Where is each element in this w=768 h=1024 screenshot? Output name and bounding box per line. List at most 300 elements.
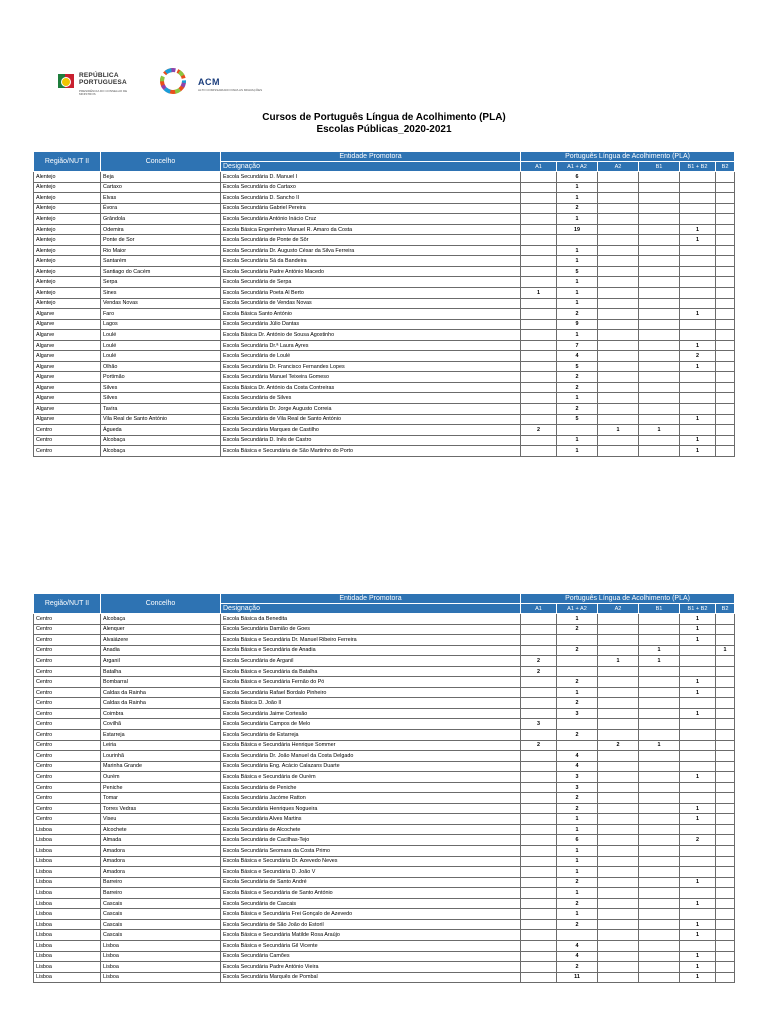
cell-count: 3 bbox=[557, 772, 598, 783]
cell-count bbox=[598, 962, 639, 973]
cell-concelho: Barreiro bbox=[101, 888, 221, 899]
title-line1: Cursos de Português Língua de Acolhimento (PLA) bbox=[262, 112, 506, 123]
cell-regiao: Alentejo bbox=[34, 266, 101, 277]
cell-count: 1 bbox=[557, 214, 598, 225]
table-row bbox=[34, 214, 735, 225]
cell-count bbox=[521, 277, 557, 288]
table-row bbox=[34, 298, 735, 309]
table-row bbox=[34, 846, 735, 857]
cell-count bbox=[639, 298, 680, 309]
cell-count bbox=[716, 740, 735, 751]
table-row bbox=[34, 382, 735, 393]
cell-regiao: Algarve bbox=[34, 372, 101, 383]
cell-count bbox=[598, 972, 639, 983]
cell-count bbox=[598, 645, 639, 656]
cell-count bbox=[598, 393, 639, 404]
table-row bbox=[34, 235, 735, 246]
cell-designacao: Escola Básica e Secundária de Ourém bbox=[221, 772, 521, 783]
cell-count bbox=[598, 793, 639, 804]
cell-count bbox=[716, 182, 735, 193]
cell-regiao: Centro bbox=[34, 666, 101, 677]
cell-count bbox=[598, 319, 639, 330]
cell-regiao: Lisboa bbox=[34, 846, 101, 857]
cell-concelho: Coimbra bbox=[101, 708, 221, 719]
cell-count: 4 bbox=[557, 761, 598, 772]
cell-count bbox=[680, 277, 716, 288]
cell-regiao: Lisboa bbox=[34, 962, 101, 973]
cell-designacao: Escola Secundária D. Sancho II bbox=[221, 193, 521, 204]
cell-count bbox=[521, 298, 557, 309]
cell-count bbox=[521, 330, 557, 341]
cell-count bbox=[716, 930, 735, 941]
cell-count: 1 bbox=[680, 614, 716, 625]
table-row bbox=[34, 708, 735, 719]
header-designacao: Designação bbox=[221, 604, 521, 614]
cell-concelho: Santiago do Cacém bbox=[101, 266, 221, 277]
cell-designacao: Escola Básica e Secundária de São Martinho do Porto bbox=[221, 446, 521, 457]
cell-count bbox=[598, 677, 639, 688]
table-row bbox=[34, 972, 735, 983]
cell-count bbox=[521, 782, 557, 793]
cell-count: 1 bbox=[680, 635, 716, 646]
cell-designacao: Escola Básica e Secundária Frei Gonçalo de Azevedo bbox=[221, 909, 521, 920]
cell-count bbox=[639, 624, 680, 635]
cell-count bbox=[716, 414, 735, 425]
cell-count bbox=[598, 182, 639, 193]
cell-count bbox=[716, 446, 735, 457]
cell-count bbox=[680, 298, 716, 309]
cell-count bbox=[680, 740, 716, 751]
cell-count bbox=[716, 361, 735, 372]
cell-count: 3 bbox=[557, 708, 598, 719]
cell-count: 1 bbox=[557, 182, 598, 193]
cell-concelho: Odemira bbox=[101, 224, 221, 235]
cell-designacao: Escola Básica e Secundária Dr. Azevedo Neves bbox=[221, 856, 521, 867]
cell-concelho: Vendas Novas bbox=[101, 298, 221, 309]
cell-concelho: Lisboa bbox=[101, 962, 221, 973]
cell-designacao: Escola Secundária de Vendas Novas bbox=[221, 298, 521, 309]
cell-concelho: Cascais bbox=[101, 909, 221, 920]
cell-concelho: Águeda bbox=[101, 425, 221, 436]
logo-rp-sub: PRESIDÊNCIA DO CONSELHO DE MINISTROS bbox=[79, 89, 128, 97]
header-level: B1 bbox=[639, 162, 680, 172]
cell-regiao: Alentejo bbox=[34, 203, 101, 214]
cell-count bbox=[598, 266, 639, 277]
cell-count bbox=[680, 666, 716, 677]
cell-regiao: Algarve bbox=[34, 361, 101, 372]
table-row bbox=[34, 940, 735, 951]
cell-count: 2 bbox=[557, 698, 598, 709]
cell-designacao: Escola Secundária de Loulé bbox=[221, 351, 521, 362]
cell-count bbox=[639, 446, 680, 457]
cell-count: 2 bbox=[557, 877, 598, 888]
cell-count: 4 bbox=[557, 751, 598, 762]
cell-concelho: Anadia bbox=[101, 645, 221, 656]
cell-count bbox=[639, 919, 680, 930]
cell-regiao: Centro bbox=[34, 751, 101, 762]
cell-count bbox=[716, 846, 735, 857]
cell-count bbox=[598, 782, 639, 793]
cell-count bbox=[639, 193, 680, 204]
cell-count bbox=[680, 867, 716, 878]
cell-count bbox=[716, 624, 735, 635]
table-row bbox=[34, 761, 735, 772]
cell-regiao: Algarve bbox=[34, 382, 101, 393]
cell-regiao: Centro bbox=[34, 425, 101, 436]
cell-count bbox=[598, 867, 639, 878]
cell-regiao: Lisboa bbox=[34, 951, 101, 962]
cell-count bbox=[521, 266, 557, 277]
cell-designacao: Escola Básica e Secundária de Anadia bbox=[221, 645, 521, 656]
cell-count bbox=[716, 898, 735, 909]
cell-count bbox=[521, 203, 557, 214]
cell-regiao: Centro bbox=[34, 446, 101, 457]
cell-count bbox=[598, 340, 639, 351]
cell-count bbox=[598, 719, 639, 730]
cell-regiao: Centro bbox=[34, 782, 101, 793]
cell-regiao: Centro bbox=[34, 677, 101, 688]
cell-count bbox=[639, 414, 680, 425]
cell-designacao: Escola Secundária Dr. Jorge Augusto Correia bbox=[221, 404, 521, 415]
cell-regiao: Centro bbox=[34, 698, 101, 709]
cell-count bbox=[716, 708, 735, 719]
cell-count: 1 bbox=[521, 288, 557, 299]
cell-count bbox=[521, 751, 557, 762]
header-entidade: Entidade Promotora bbox=[221, 594, 521, 604]
table-row bbox=[34, 666, 735, 677]
cell-count bbox=[639, 898, 680, 909]
cell-designacao: Escola Secundária de Cascais bbox=[221, 898, 521, 909]
cell-count bbox=[598, 382, 639, 393]
cell-count bbox=[521, 730, 557, 741]
cell-concelho: Alcobaça bbox=[101, 614, 221, 625]
cell-regiao: Lisboa bbox=[34, 909, 101, 920]
cell-concelho: Alcobaça bbox=[101, 435, 221, 446]
cell-count: 2 bbox=[557, 372, 598, 383]
cell-concelho: Faro bbox=[101, 309, 221, 320]
table-row bbox=[34, 256, 735, 267]
cell-concelho: Viseu bbox=[101, 814, 221, 825]
cell-concelho: Almada bbox=[101, 835, 221, 846]
cell-count bbox=[639, 835, 680, 846]
cell-count: 2 bbox=[557, 962, 598, 973]
cell-count bbox=[521, 414, 557, 425]
cell-count bbox=[716, 309, 735, 320]
cell-count bbox=[716, 888, 735, 899]
cell-concelho: Portimão bbox=[101, 372, 221, 383]
table-row bbox=[34, 404, 735, 415]
cell-count bbox=[639, 340, 680, 351]
header-concelho: Concelho bbox=[101, 152, 221, 172]
cell-concelho: Torres Vedras bbox=[101, 803, 221, 814]
cell-count bbox=[716, 214, 735, 225]
cell-designacao: Escola Secundária D. Inês de Castro bbox=[221, 435, 521, 446]
cell-count bbox=[521, 224, 557, 235]
cell-count: 5 bbox=[557, 361, 598, 372]
cell-count bbox=[521, 940, 557, 951]
header-level: B2 bbox=[716, 162, 735, 172]
cell-count: 19 bbox=[557, 224, 598, 235]
cell-concelho: Ponte de Sor bbox=[101, 235, 221, 246]
cell-count bbox=[639, 856, 680, 867]
cell-count bbox=[680, 824, 716, 835]
cell-regiao: Lisboa bbox=[34, 824, 101, 835]
cell-count: 1 bbox=[680, 224, 716, 235]
cell-count: 1 bbox=[557, 393, 598, 404]
cell-regiao: Centro bbox=[34, 645, 101, 656]
cell-count bbox=[680, 404, 716, 415]
cell-count bbox=[716, 951, 735, 962]
cell-count bbox=[521, 972, 557, 983]
cell-count bbox=[521, 435, 557, 446]
cell-concelho: Lisboa bbox=[101, 972, 221, 983]
cell-count bbox=[639, 719, 680, 730]
cell-count: 6 bbox=[557, 835, 598, 846]
cell-designacao: Escola Secundária do Cartaxo bbox=[221, 182, 521, 193]
cell-count bbox=[716, 393, 735, 404]
cell-count: 1 bbox=[680, 309, 716, 320]
header-level: A1 + A2 bbox=[557, 162, 598, 172]
cell-count bbox=[639, 214, 680, 225]
cell-designacao: Escola Secundária Jaime Cortesão bbox=[221, 708, 521, 719]
cell-regiao: Centro bbox=[34, 730, 101, 741]
cell-count bbox=[598, 624, 639, 635]
cell-regiao: Algarve bbox=[34, 330, 101, 341]
cell-concelho: Silves bbox=[101, 393, 221, 404]
cell-count bbox=[521, 761, 557, 772]
cell-count bbox=[598, 351, 639, 362]
cell-designacao: Escola Secundária de Santo André bbox=[221, 877, 521, 888]
cell-count bbox=[598, 214, 639, 225]
header-level: A2 bbox=[598, 162, 639, 172]
cell-designacao: Escola Básica Dr. António de Sousa Agostinho bbox=[221, 330, 521, 341]
cell-count bbox=[639, 309, 680, 320]
cell-concelho: Caldas da Rainha bbox=[101, 687, 221, 698]
cell-count bbox=[521, 793, 557, 804]
table-row bbox=[34, 919, 735, 930]
cell-designacao: Escola Secundária de Estarreja bbox=[221, 730, 521, 741]
cell-regiao: Centro bbox=[34, 793, 101, 804]
cell-count: 2 bbox=[557, 404, 598, 415]
cell-regiao: Alentejo bbox=[34, 298, 101, 309]
table-row bbox=[34, 824, 735, 835]
cell-count bbox=[598, 372, 639, 383]
cell-count bbox=[521, 446, 557, 457]
cell-count bbox=[716, 698, 735, 709]
cell-designacao: Escola Básica e Secundária Matilde Rosa Araújo bbox=[221, 930, 521, 941]
title-line2: Escolas Públicas_2020-2021 bbox=[316, 124, 452, 135]
header-level: B1 bbox=[639, 604, 680, 614]
cell-count bbox=[639, 224, 680, 235]
cell-count: 1 bbox=[557, 909, 598, 920]
cell-concelho: Cascais bbox=[101, 930, 221, 941]
cell-count bbox=[680, 888, 716, 899]
cell-designacao: Escola Secundária de São João do Estoril bbox=[221, 919, 521, 930]
cell-count bbox=[598, 898, 639, 909]
table-row bbox=[34, 446, 735, 457]
cell-count bbox=[598, 940, 639, 951]
header-level: A2 bbox=[598, 604, 639, 614]
cell-count bbox=[598, 772, 639, 783]
cell-count: 1 bbox=[680, 361, 716, 372]
cell-count bbox=[598, 803, 639, 814]
cell-count bbox=[716, 351, 735, 362]
cell-designacao: Escola Secundária D. Manuel I bbox=[221, 172, 521, 183]
cell-concelho: Beja bbox=[101, 172, 221, 183]
cell-concelho: Tavira bbox=[101, 404, 221, 415]
cell-designacao: Escola Básica Santo António bbox=[221, 309, 521, 320]
cell-count bbox=[680, 319, 716, 330]
cell-count bbox=[639, 698, 680, 709]
table-row bbox=[34, 277, 735, 288]
cell-count: 1 bbox=[557, 256, 598, 267]
header-pla: Português Língua de Acolhimento (PLA) bbox=[521, 594, 735, 604]
header-regiao: Região/NUT II bbox=[34, 594, 101, 614]
cell-count bbox=[521, 677, 557, 688]
cell-count bbox=[639, 761, 680, 772]
cell-count bbox=[680, 203, 716, 214]
cell-count bbox=[639, 351, 680, 362]
cell-concelho: Bombarral bbox=[101, 677, 221, 688]
cell-count: 1 bbox=[680, 962, 716, 973]
cell-concelho: Amadora bbox=[101, 846, 221, 857]
cell-concelho: Elvas bbox=[101, 193, 221, 204]
cell-count bbox=[521, 824, 557, 835]
logo-rp-line2: PORTUGUESA bbox=[79, 79, 127, 86]
table-row bbox=[34, 867, 735, 878]
cell-count bbox=[716, 962, 735, 973]
cell-count: 1 bbox=[680, 772, 716, 783]
cell-count bbox=[639, 404, 680, 415]
cell-designacao: Escola Secundária Seomara da Costa Primo bbox=[221, 846, 521, 857]
cell-regiao: Centro bbox=[34, 635, 101, 646]
cell-concelho: Lourinhã bbox=[101, 751, 221, 762]
cell-designacao: Escola Básica e Secundária Henrique Sommer bbox=[221, 740, 521, 751]
cell-count: 1 bbox=[557, 277, 598, 288]
cell-count: 1 bbox=[639, 740, 680, 751]
cell-count: 1 bbox=[639, 425, 680, 436]
cell-count bbox=[680, 193, 716, 204]
cell-count: 2 bbox=[557, 919, 598, 930]
cell-concelho: Ourém bbox=[101, 772, 221, 783]
cell-designacao: Escola Secundária Henriques Nogueira bbox=[221, 803, 521, 814]
cell-concelho: Lisboa bbox=[101, 951, 221, 962]
table-row bbox=[34, 772, 735, 783]
cell-regiao: Centro bbox=[34, 761, 101, 772]
cell-count bbox=[521, 814, 557, 825]
schools-table-2 bbox=[33, 593, 735, 983]
cell-count bbox=[716, 404, 735, 415]
cell-count bbox=[639, 972, 680, 983]
table-row bbox=[34, 288, 735, 299]
cell-concelho: Loulé bbox=[101, 351, 221, 362]
header-concelho: Concelho bbox=[101, 594, 221, 614]
cell-count: 2 bbox=[521, 740, 557, 751]
cell-count: 1 bbox=[557, 298, 598, 309]
cell-count bbox=[521, 909, 557, 920]
cell-regiao: Lisboa bbox=[34, 972, 101, 983]
logos bbox=[58, 62, 358, 106]
cell-count bbox=[598, 888, 639, 899]
cell-count: 4 bbox=[557, 951, 598, 962]
cell-regiao: Alentejo bbox=[34, 193, 101, 204]
cell-count bbox=[680, 172, 716, 183]
cell-count: 5 bbox=[557, 414, 598, 425]
cell-count bbox=[639, 730, 680, 741]
cell-designacao: Escola Básica Engenheiro Manuel R. Amaro da Costa bbox=[221, 224, 521, 235]
cell-count bbox=[639, 666, 680, 677]
cell-count bbox=[716, 856, 735, 867]
cell-count: 1 bbox=[680, 814, 716, 825]
cell-count bbox=[680, 698, 716, 709]
cell-regiao: Centro bbox=[34, 435, 101, 446]
cell-concelho: Caldas da Rainha bbox=[101, 698, 221, 709]
cell-designacao: Escola Secundária Manuel Teixeira Gomeso bbox=[221, 372, 521, 383]
cell-regiao: Alentejo bbox=[34, 172, 101, 183]
cell-count bbox=[680, 382, 716, 393]
cell-concelho: Alcobaça bbox=[101, 446, 221, 457]
cell-designacao: Escola Básica e Secundária D. João V bbox=[221, 867, 521, 878]
cell-regiao: Alentejo bbox=[34, 277, 101, 288]
cell-count bbox=[680, 761, 716, 772]
cell-count bbox=[639, 793, 680, 804]
table-row bbox=[34, 614, 735, 625]
cell-designacao: Escola Secundária Gabriel Pereira bbox=[221, 203, 521, 214]
cell-concelho: Alcochete bbox=[101, 824, 221, 835]
cell-count bbox=[521, 962, 557, 973]
cell-count bbox=[716, 235, 735, 246]
cell-designacao: Escola Básica e Secundária da Batalha bbox=[221, 666, 521, 677]
cell-designacao: Escola Secundária Sá da Bandeira bbox=[221, 256, 521, 267]
cell-count bbox=[716, 814, 735, 825]
cell-designacao: Escola Secundária Dr. Augusto César da Silva Ferreira bbox=[221, 245, 521, 256]
table-row bbox=[34, 835, 735, 846]
cell-count bbox=[639, 962, 680, 973]
cell-designacao: Escola Secundária Marques de Castilho bbox=[221, 425, 521, 436]
cell-count bbox=[521, 877, 557, 888]
cell-count bbox=[521, 235, 557, 246]
cell-count bbox=[598, 930, 639, 941]
cell-count bbox=[716, 666, 735, 677]
cell-count bbox=[716, 687, 735, 698]
cell-count: 2 bbox=[557, 793, 598, 804]
cell-designacao: Escola Básica da Benedita bbox=[221, 614, 521, 625]
cell-regiao: Centro bbox=[34, 656, 101, 667]
table-row bbox=[34, 898, 735, 909]
cell-regiao: Lisboa bbox=[34, 940, 101, 951]
cell-count bbox=[557, 740, 598, 751]
cell-concelho: Évora bbox=[101, 203, 221, 214]
cell-count bbox=[639, 235, 680, 246]
cell-count bbox=[598, 856, 639, 867]
cell-count bbox=[680, 909, 716, 920]
cell-count bbox=[680, 940, 716, 951]
cell-count bbox=[598, 751, 639, 762]
cell-count bbox=[521, 319, 557, 330]
cell-count bbox=[639, 687, 680, 698]
cell-count bbox=[716, 319, 735, 330]
cell-count bbox=[598, 814, 639, 825]
cell-regiao: Algarve bbox=[34, 319, 101, 330]
cell-count bbox=[639, 277, 680, 288]
table-row bbox=[34, 182, 735, 193]
cell-designacao: Escola Secundária Júlio Dantas bbox=[221, 319, 521, 330]
cell-count bbox=[716, 298, 735, 309]
cell-count bbox=[521, 614, 557, 625]
cell-count bbox=[716, 877, 735, 888]
cell-count: 2 bbox=[521, 656, 557, 667]
cell-regiao: Lisboa bbox=[34, 930, 101, 941]
